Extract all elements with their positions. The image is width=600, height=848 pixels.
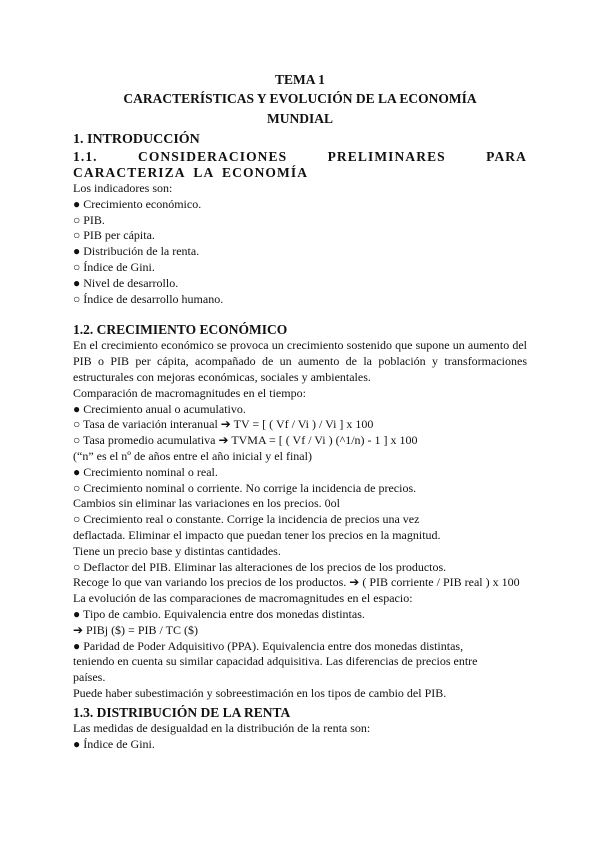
indicadores-list [73,197,527,308]
text-line: ○ Crecimiento real o constante. Corrige la incidencia de precios una vez [73,512,420,527]
text-line: Cambios sin eliminar las variaciones en los precios. 0ol [73,496,340,511]
indicadores-intro: Los indicadores son: [73,181,173,195]
text-line: teniendo en cuenta su similar capacidad adquisitiva. Las diferencias de precios entre [73,654,478,669]
list-item: ○ PIB. [73,212,105,227]
list-item: ○ PIB per cápita. [73,228,155,243]
text-line: ○ Tasa de variación interanual ➔ TV = [ ( Vf / Vi ) / Vi ] x 100 [73,417,374,432]
text-line: Puede haber subestimación y sobreestimación en los tipos de cambio del PIB. [73,685,447,700]
text-line: Tiene un precio base y distintas cantidades. [73,543,281,558]
document-title-line-2: MUNDIAL [267,111,333,126]
section-heading-introduccion: 1. INTRODUCCIÓN [73,132,200,147]
crecimiento-paragraph: En el crecimiento económico se provoca un crecimiento sostenido que supone un aumento del PIB o PIB per cápita, acompañado de un aumento de la población y transformaciones estructurales con mejoras económicas, sociales y ambientales. [73,338,527,384]
text-line: La evolución de las comparaciones de macromagnitudes en el espacio: [73,591,413,606]
list-item: ○ Índice de desarrollo humano. [73,291,224,306]
text-line: ● Crecimiento anual o acumulativo. [73,401,246,416]
list-item: ● Distribución de la renta. [73,244,200,259]
text-line: (“n” es el nº de años entre el año inicial y el final) [73,448,312,463]
section-heading-distribucion: 1.3. DISTRIBUCIÓN DE LA RENTA [73,704,291,720]
text-line: ➔ PIBj ($) = PIB / TC ($) [73,622,198,637]
text-line: Comparación de macromagnitudes en el tiempo: [73,385,306,400]
text-line: ● Crecimiento nominal o real. [73,464,218,479]
text-line: ● Paridad de Poder Adquisitivo (PPA). Equivalencia entre dos monedas distintas, [73,638,464,653]
section-heading-consideraciones: 1.1. CONSIDERACIONES PRELIMINARES PARA CARACTERIZA LA ECONOMÍA [73,149,527,180]
section-heading-crecimiento: 1.2. CRECIMIENTO ECONÓMICO [73,322,288,338]
list-item: ● Nivel de desarrollo. [73,275,179,290]
renta-intro: Las medidas de desigualdad en la distribución de la renta son: [73,720,371,735]
list-item: ● Crecimiento económico. [73,196,202,211]
tema-label: TEMA 1 [275,72,325,87]
text-line: ○ Crecimiento nominal o corriente. No corrige la incidencia de precios. [73,480,417,495]
renta-item: ● Índice de Gini. [73,736,155,751]
text-line: Recoge lo que van variando los precios de los productos. ➔ ( PIB corriente / PIB real ) x 100 [73,575,520,590]
text-line: ○ Tasa promedio acumulativa ➔ TVMA = [ ( Vf / Vi ) (^1/n) - 1 ] x 100 [73,433,418,448]
list-item: ○ Índice de Gini. [73,259,155,274]
text-line: ○ Deflactor del PIB. Eliminar las alteraciones de los precios de los productos. [73,559,447,574]
document-page [73,70,527,752]
text-line: países. [73,670,106,685]
text-line: deflactada. Eliminar el impacto que puedan tener los precios en la magnitud. [73,527,441,542]
document-title-line-1: CARACTERÍSTICAS Y EVOLUCIÓN DE LA ECONOMÍA [123,91,477,106]
text-line: ● Tipo de cambio. Equivalencia entre dos monedas distintas. [73,606,365,621]
